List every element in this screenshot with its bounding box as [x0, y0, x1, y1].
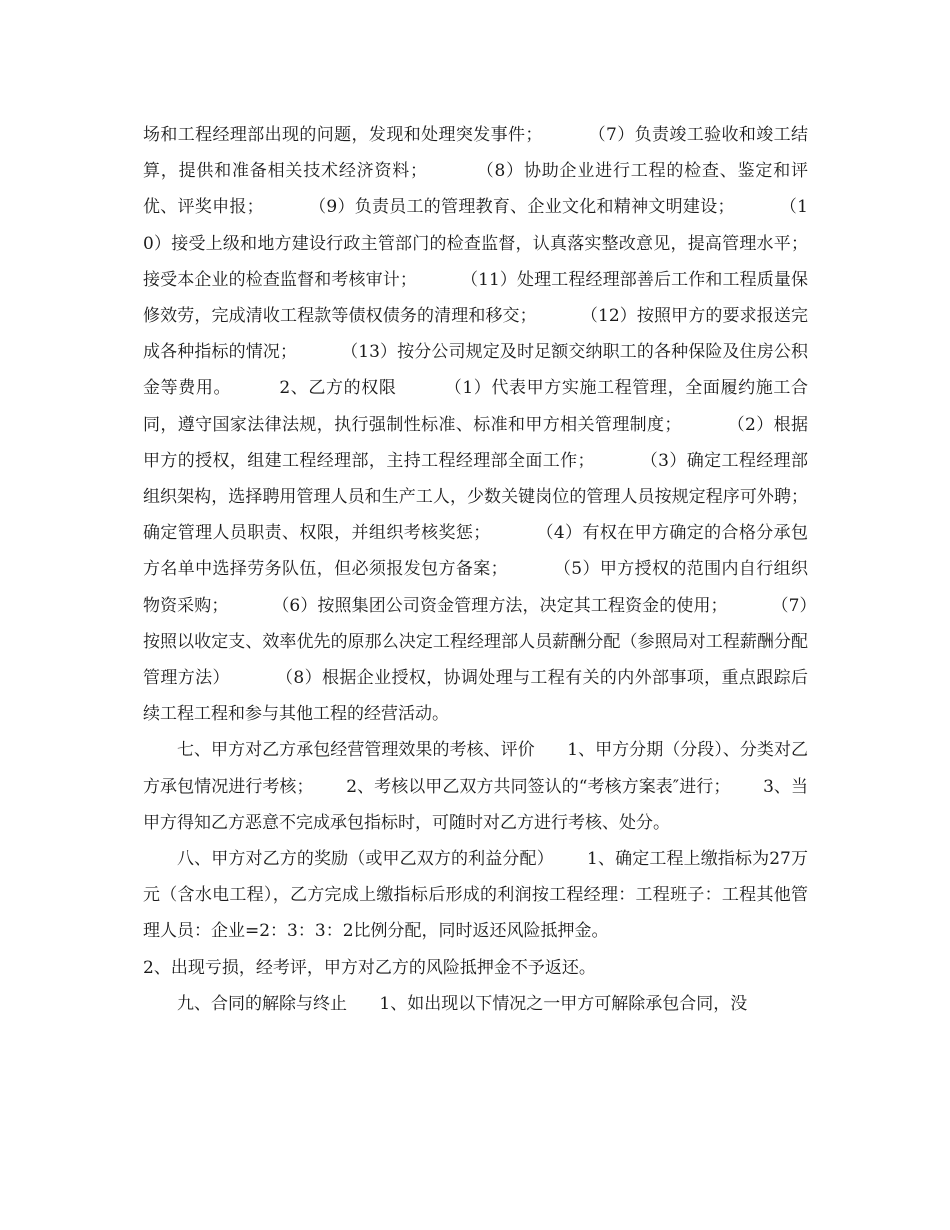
- paragraph-section-eight: 八、甲方对乙方的奖励（或甲乙双方的利益分配） 1、确定工程上缴指标为27万元（含水电工程），乙方完成上缴指标后形成的利润按工程经理：工程班子：工程其他管理人员：企业=2：3：3：2比例分配，同时返还风险抵押金。: [143, 849, 808, 942]
- paragraph-section-seven: 七、甲方对乙方承包经营管理效果的考核、评价 1、甲方分期（分段）、分类对乙方承包情况进行考核； 2、考核以甲乙双方共同签认的“考核方案表″进行； 3、当甲方得知乙方恶意不完成承包指标时，可随时对乙方进行考核、处分。: [143, 740, 808, 833]
- paragraph-responsibilities-continued: 场和工程经理部出现的问题，发现和处理突发事件； （7）负责竣工验收和竣工结算，提供和准备相关技术经济资料； （8）协助企业进行工程的检查、鉴定和评优、评奖申报； （9）负责员工的管理教育、企业文化和精神文明建设； （10）接受上级和地方建设行政主管部门的检查监督，认真落实整改意见，提高管理水平；接受本企业的检查监督和考核审计； （11）处理工程经理部善后工作和工程质量保修效劳，完成清收工程款等债权债务的清理和移交； （12）按照甲方的要求报送完成各种指标的情况； （13）按分公司规定及时足额交纳职工的各种保险及住房公积金等费用。 2、乙方的权限 （1）代表甲方实施工程管理，全面履约施工合同，遵守国家法律法规，执行强制性标准、标准和甲方相关管理制度； （2）根据甲方的授权，组建工程经理部，主持工程经理部全面工作； （3）确定工程经理部组织架构，选择聘用管理人员和生产工人，少数关键岗位的管理人员按规定程序可外聘；确定管理人员职责、权限，并组织考核奖惩； （4）有权在甲方确定的合格分承包方名单中选择劳务队伍，但必须报发包方备案； （5）甲方授权的范围内自行组织物资采购； （6）按照集团公司资金管理方法，决定其工程资金的使用； （7）按照以收定支、效率优先的原那么决定工程经理部人员薪酬分配（参照局对工程薪酬分配管理方法） （8）根据企业授权，协调处理与工程有关的内外部事项，重点跟踪后续工程工程和参与其他工程的经营活动。: [143, 125, 808, 725]
- paragraph-section-nine: 九、合同的解除与终止 1、如出现以下情况之一甲方可解除承包合同，没: [177, 993, 748, 1014]
- document-body: [143, 117, 808, 1022]
- paragraph-section-eight-item-two: 2、出现亏损，经考评，甲方对乙方的风险抵押金不予返还。: [143, 957, 596, 978]
